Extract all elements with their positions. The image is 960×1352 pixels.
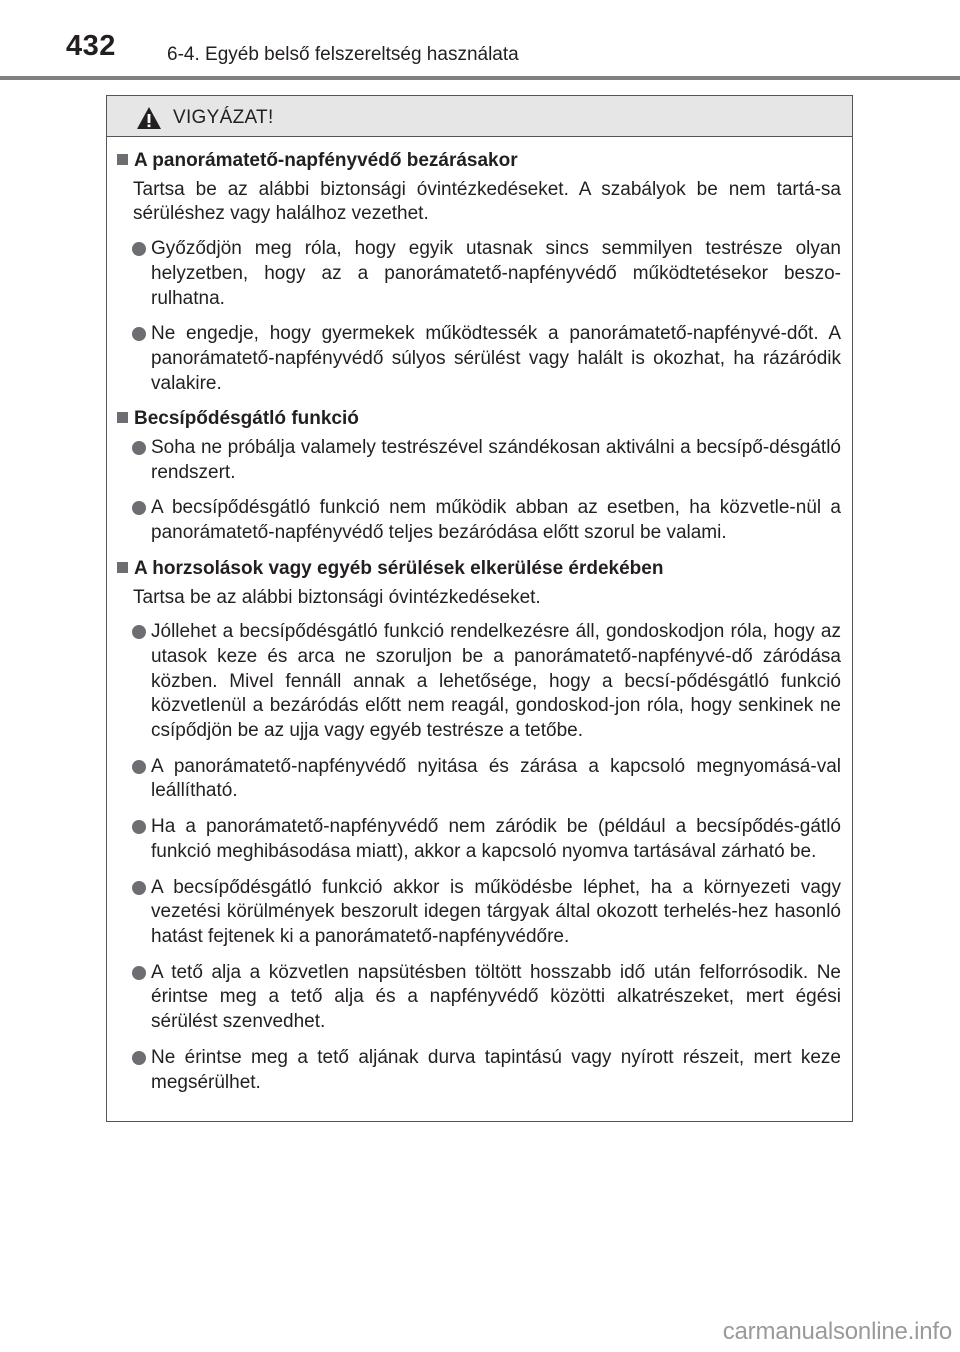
list-item-text: A becsípődésgátló funkció akkor is működésbe léphet, ha a környezeti vagy vezetési körülmények beszorult idegen tárgyak által okozott terhelés-hez hasonló hatást fejtenek ki a panorámatető-napfényvédőre. bbox=[151, 876, 841, 947]
list-item-text: Ha a panorámatető-napfényvédő nem záródik be (például a becsípődés-gátló funkció meghibásodása miatt), akkor a kapcsoló nyomva tartásával zárható be. bbox=[151, 816, 841, 862]
warning-section bbox=[117, 557, 841, 1095]
warning-triangle-icon bbox=[136, 106, 162, 130]
section-heading-text: A horzsolások vagy egyéb sérülések elkerülése érdekében bbox=[134, 557, 664, 579]
round-bullet-icon bbox=[132, 820, 146, 834]
list-item bbox=[117, 876, 841, 950]
warning-content bbox=[107, 137, 852, 1095]
warning-title: VIGYÁZAT! bbox=[173, 106, 274, 128]
round-bullet-icon bbox=[132, 1051, 146, 1065]
list-item-text: Soha ne próbálja valamely testrészével szándékosan aktiválni a becsípő-désgátló rendszert. bbox=[151, 437, 841, 483]
round-bullet-icon bbox=[132, 881, 146, 895]
square-bullet-icon bbox=[117, 562, 128, 573]
section-intro: Tartsa be az alábbi biztonsági óvintézkedéseket. A szabályok be nem tartá-sa sérüléshez vagy halálhoz vezethet. bbox=[133, 178, 841, 225]
warning-section bbox=[117, 149, 841, 396]
section-heading-text: Becsípődésgátló funkció bbox=[134, 408, 359, 430]
list-item bbox=[117, 1046, 841, 1095]
warning-header bbox=[107, 96, 852, 137]
section-heading bbox=[117, 407, 841, 432]
round-bullet-icon bbox=[132, 625, 146, 639]
round-bullet-icon bbox=[132, 760, 146, 774]
list-item-text: Ne engedje, hogy gyermekek működtessék a panorámatető-napfényvé-dőt. A panorámatető-napfényvédő súlyos sérülést vagy halált is okozhat, ha rázáródik valakire. bbox=[151, 323, 841, 394]
section-heading bbox=[117, 149, 841, 174]
list-item-text: Jóllehet a becsípődésgátló funkció rendelkezésre áll, gondoskodjon róla, hogy az utasok keze és arca ne szoruljon be a panorámatető-napfényvé-dő záródása közben. Mivel fennáll annak a lehetősége, hogy a becsí-pődésgátló funkció közvetlenül a bezáródás előtt nem reagál, gondoskod-jon róla, hogy senkinek ne csípődjön be az ujja vagy egyéb testrésze a tetőbe. bbox=[151, 621, 841, 742]
round-bullet-icon bbox=[132, 441, 146, 455]
warning-box bbox=[106, 95, 853, 1122]
list-item-text: Győződjön meg róla, hogy egyik utasnak sincs semmilyen testrésze olyan helyzetben, hogy az a panorámatető-napfényvédő működtetésekor beszo-rulhatna. bbox=[151, 238, 841, 309]
list-item bbox=[117, 322, 841, 396]
round-bullet-icon bbox=[132, 966, 146, 980]
list-item-text: A tető alja a közvetlen napsütésben töltött hosszabb idő után felforrósodik. Ne érintse meg a tető alja és a napfényvédő közötti alkatrészeket, mert égési sérülést szenvedhet. bbox=[151, 961, 841, 1033]
list-item-text: A panorámatető-napfényvédő nyitása és zárása a kapcsoló megnyomásá-val leállítható. bbox=[151, 755, 841, 802]
list-item bbox=[117, 815, 841, 864]
list-item bbox=[117, 237, 841, 311]
section-heading-text: A panorámatető-napfényvédő bezárásakor bbox=[134, 150, 518, 171]
warning-section bbox=[117, 407, 841, 546]
list-item bbox=[117, 496, 841, 545]
page-number: 432 bbox=[66, 30, 116, 62]
round-bullet-icon bbox=[132, 327, 146, 341]
list-item bbox=[117, 961, 841, 1035]
list-item-text: A becsípődésgátló funkció nem működik abban az esetben, ha közvetle-nül a panorámatető-napfényvédő teljes bezáródása előtt szorul be valami. bbox=[151, 497, 841, 544]
round-bullet-icon bbox=[132, 501, 146, 515]
section-title: 6-4. Egyéb belső felszereltség használata bbox=[167, 44, 519, 65]
watermark: carmanualsonline.info bbox=[722, 1318, 952, 1345]
section-heading bbox=[117, 557, 841, 582]
list-item bbox=[117, 436, 841, 485]
list-item bbox=[117, 755, 841, 804]
round-bullet-icon bbox=[132, 242, 146, 256]
list-item-text: Ne érintse meg a tető aljának durva tapintású vagy nyírott részeit, mert keze megsérülhet. bbox=[151, 1046, 841, 1093]
header-rule bbox=[0, 76, 960, 80]
section-intro: Tartsa be az alábbi biztonsági óvintézkedéseket. bbox=[133, 586, 541, 608]
list-item bbox=[117, 620, 841, 744]
square-bullet-icon bbox=[117, 154, 128, 165]
square-bullet-icon bbox=[117, 412, 128, 423]
